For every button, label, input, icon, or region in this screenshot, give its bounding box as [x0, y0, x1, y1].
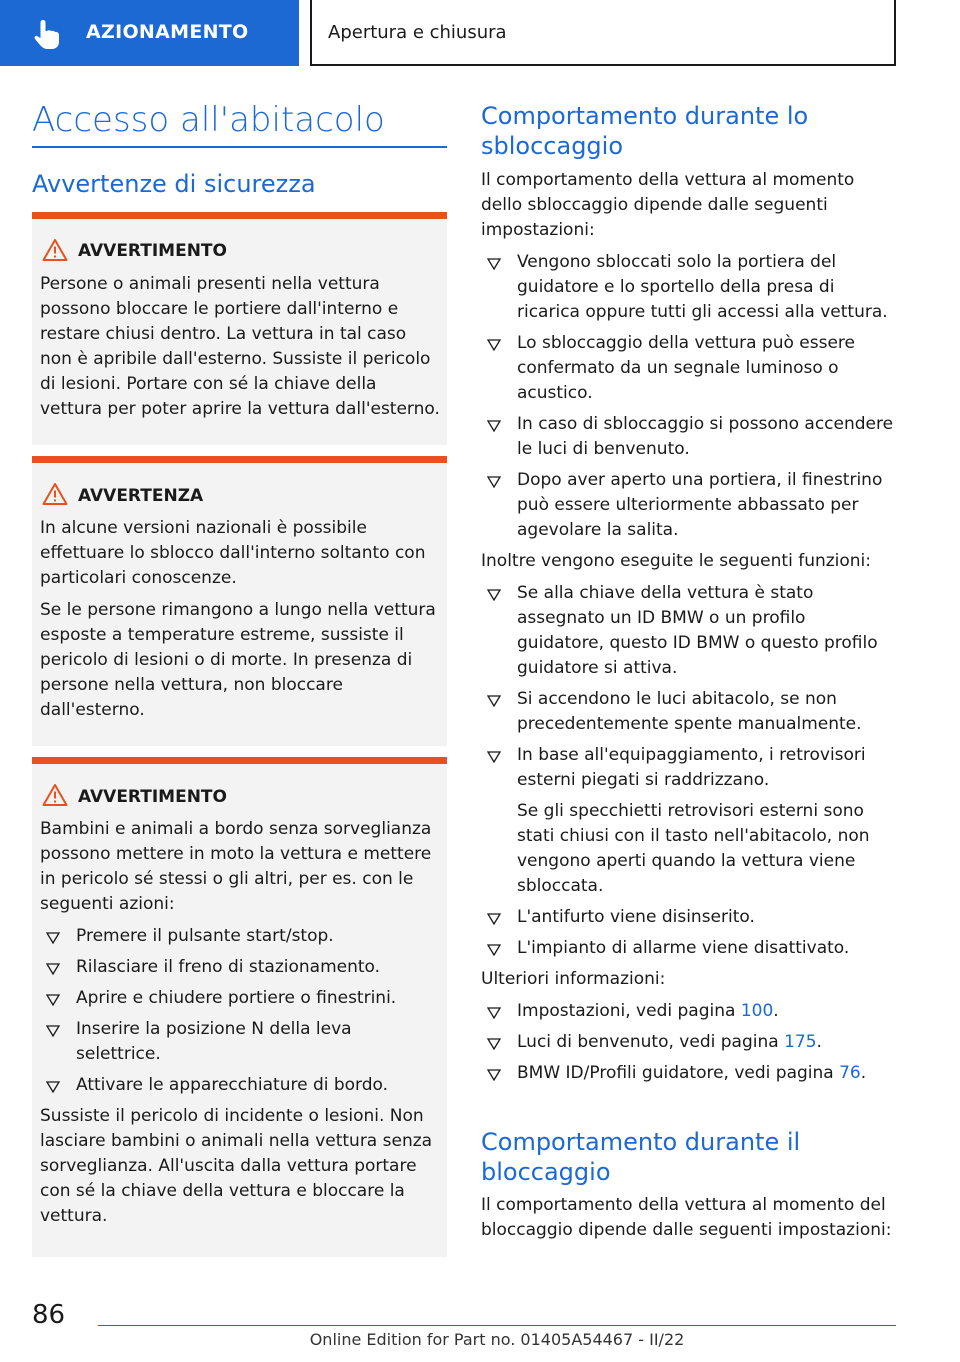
bullet-triangle-icon [487, 476, 501, 488]
warning-heading: AVVERTIMENTO [78, 787, 227, 807]
bullet-triangle-icon [46, 963, 60, 975]
list-item: Vengono sbloccati solo la portiera del guidatore e lo sportello della presa di ricarica oppure tutti gli accessi alla vettura. [481, 250, 896, 325]
list-item: Dopo aver aperto una portiera, il finestrino può essere ulteriormente abbassato per agevolare la salita. [481, 468, 896, 543]
page-link[interactable]: 100 [740, 1001, 774, 1021]
edition-note: Online Edition for Part no. 01405A54467 - II/22 [309, 1330, 685, 1349]
unlock-list [481, 250, 896, 543]
list-item: Inserire la posizione N della leva selettrice. [40, 1017, 441, 1067]
reference-list [481, 999, 896, 1086]
bullet-triangle-icon [487, 420, 501, 432]
bullet-triangle-icon [487, 751, 501, 763]
warning-triangle-icon [42, 482, 68, 506]
warning-paragraph: In alcune versioni nazionali è possibile effettuare lo sblocco dall'interno soltanto con particolari conoscenze. [40, 518, 426, 588]
bullet-triangle-icon [46, 1025, 60, 1037]
warning-intro: Bambini e animali a bordo senza sorveglianza possono mettere in moto la vettura e mettere in pericolo sé stessi o gli altri, per es. con le seguenti azioni: [40, 819, 432, 914]
unlock-intro: Il comportamento della vettura al momento dello sbloccaggio dipende dalle seguenti impostazioni: [481, 170, 855, 240]
bullet-triangle-icon [46, 1081, 60, 1093]
warning-action-list [40, 924, 441, 1098]
bullet-triangle-icon [487, 695, 501, 707]
list-item: Rilasciare il freno di stazionamento. [40, 955, 441, 980]
warning-box [32, 757, 447, 1257]
lock-heading: Comportamento durante il bloccaggio [481, 1128, 801, 1186]
warning-heading: AVVERTENZA [78, 486, 204, 506]
list-item: Si accendono le luci abitacolo, se non precedentemente spente manualmente. [481, 687, 896, 737]
warning-body [40, 516, 441, 730]
page-number: 86 [32, 1300, 66, 1330]
list-item: L'antifurto viene disinserito. [481, 905, 896, 930]
warning-bar [32, 212, 447, 219]
warning-box [32, 456, 447, 746]
bullet-triangle-icon [46, 994, 60, 1006]
list-item: L'impianto di allarme viene disattivato. [481, 936, 896, 961]
warning-bar [32, 757, 447, 764]
section-subtitle: Avvertenze di sicurezza [32, 170, 316, 198]
list-item: Premere il pulsante start/stop. [40, 924, 441, 949]
unlock-section [481, 168, 896, 1092]
page-link[interactable]: 76 [839, 1063, 861, 1083]
chapter-label: AZIONAMENTO [86, 21, 249, 43]
title-divider [32, 146, 447, 148]
list-item: In caso di sbloccaggio si possono accendere le luci di benvenuto. [481, 412, 896, 462]
warning-triangle-icon [42, 783, 68, 807]
bullet-triangle-icon [487, 339, 501, 351]
reference-item: Impostazioni, vedi pagina 100. [481, 999, 896, 1024]
page-title: Accesso all'abitacolo [32, 100, 385, 140]
section-header [310, 0, 896, 66]
unlock-heading: Comportamento durante lo sbloccaggio [481, 102, 809, 160]
warning-bar [32, 456, 447, 463]
chapter-tab[interactable] [0, 0, 299, 66]
warning-body [40, 817, 441, 1236]
list-item: In base all'equipaggiamento, i retrovisori esterni piegati si raddrizzano. Se gli specchietti retrovisori esterni sono stati chiusi con il tasto nell'abitacolo, non vengono aperti quando la vettura viene sbloccata. [481, 743, 896, 899]
bullet-triangle-icon [487, 1007, 501, 1019]
reference-item: BMW ID/Profili guidatore, vedi pagina 76. [481, 1061, 896, 1086]
functions-list [481, 581, 896, 961]
footer-divider [98, 1325, 896, 1326]
bullet-triangle-icon [487, 258, 501, 270]
list-item: Lo sbloccaggio della vettura può essere confermato da un segnale luminoso o acustico. [481, 331, 896, 406]
warning-text: Persone o animali presenti nella vettura possono bloccare le portiere dall'interno e restare chiusi dentro. La vettura in tal caso non è apribile dall'esterno. Sussiste il pericolo di lesioni. Portare con sé la chiave della vettura per poter aprire la vettura dall'esterno. [40, 274, 440, 419]
list-item: Se alla chiave della vettura è stato assegnato un ID BMW o un profilo guidatore, questo ID BMW o questo profilo guidatore si attiva. [481, 581, 896, 681]
hand-pointer-icon [32, 18, 62, 50]
page-link[interactable]: 175 [784, 1032, 817, 1052]
bullet-triangle-icon [46, 932, 60, 944]
bullet-triangle-icon [487, 1069, 501, 1081]
section-title: Apertura e chiusura [328, 22, 507, 43]
warning-triangle-icon [42, 238, 68, 262]
reference-item: Luci di benvenuto, vedi pagina 175. [481, 1030, 896, 1055]
bullet-triangle-icon [487, 1038, 501, 1050]
bullet-triangle-icon [487, 944, 501, 956]
bullet-triangle-icon [487, 913, 501, 925]
list-item: Attivare le apparecchiature di bordo. [40, 1073, 441, 1098]
bullet-triangle-icon [487, 589, 501, 601]
warning-paragraph: Se le persone rimangono a lungo nella vettura esposte a temperature estreme, sussiste il pericolo di lesioni o di morte. In presenza di persone nella vettura, non bloccare dall'esterno. [40, 600, 436, 720]
mirror-note: Se gli specchietti retrovisori esterni sono stati chiusi con il tasto nell'abitacolo, non vengono aperti quando la vettura viene sbloccata. [517, 801, 870, 896]
warning-outro: Sussiste il pericolo di incidente o lesioni. Non lasciare bambini o animali nella vettura senza sorveglianza. All'uscita dalla vettura portare con sé la chiave della vettura e bloccare la vettura. [40, 1106, 433, 1226]
warning-box [32, 212, 447, 445]
warning-heading: AVVERTIMENTO [78, 241, 227, 261]
list-item: Aprire e chiudere portiere o finestrini. [40, 986, 441, 1011]
more-info-label: Ulteriori informazioni: [481, 969, 666, 989]
lock-intro: Il comportamento della vettura al momento del bloccaggio dipende dalle seguenti impostazioni: [481, 1195, 892, 1240]
functions-intro: Inoltre vengono eseguite le seguenti funzioni: [481, 551, 872, 571]
